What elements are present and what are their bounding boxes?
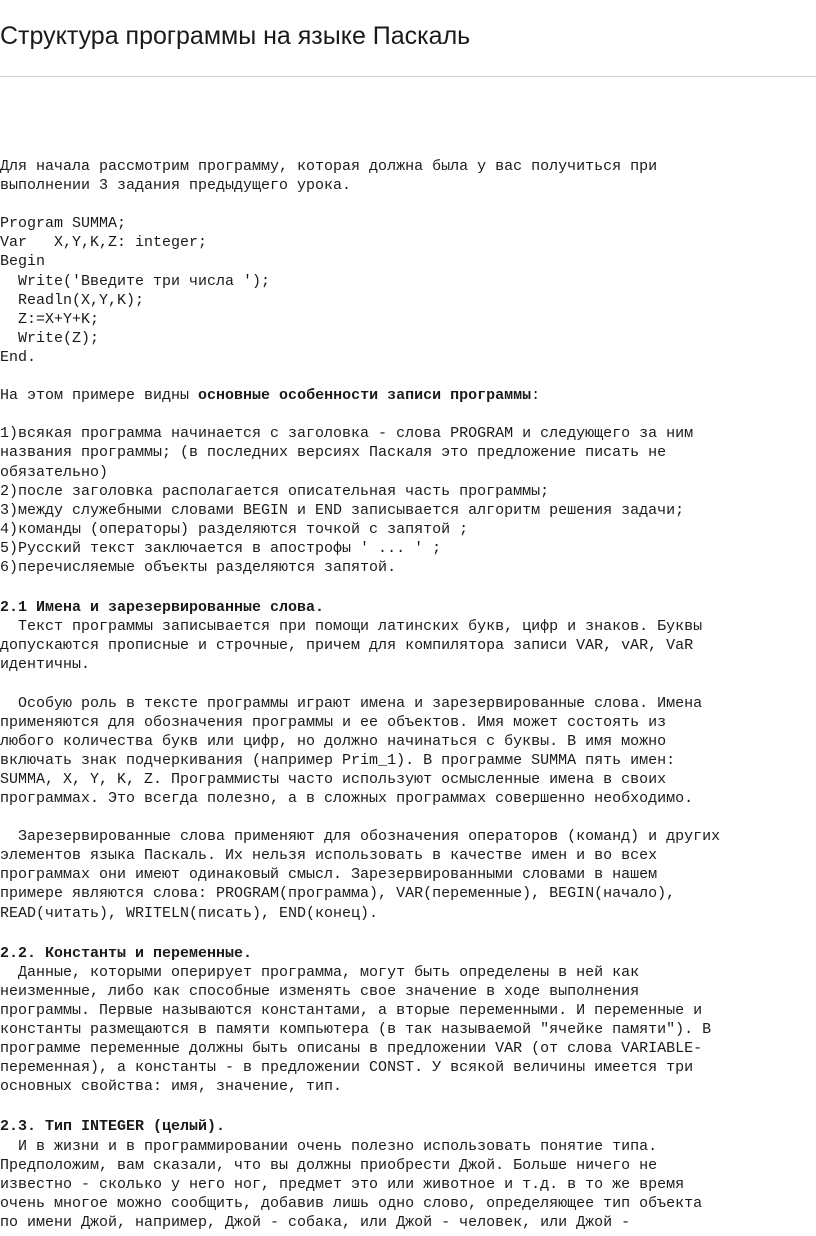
- features-intro-text: На этом примере видны: [0, 387, 199, 405]
- text-line: программы. Первые называются константами, а вторые переменными. И переменные и: [0, 1001, 703, 1019]
- text-line: константы размещаются в памяти компьютера (в так называемой "ячейке памяти"). В: [0, 1021, 712, 1039]
- code-line: Write('Введите три числа ');: [0, 272, 271, 290]
- text-line: переменная), а константы - в предложении CONST. У всякой величины имеется три: [0, 1059, 694, 1077]
- text-line: любого количества букв или цифр, но должно начинаться с буквы. В имя можно: [0, 732, 667, 750]
- text-line: включать знак подчеркивания (например Prim_1). В программе SUMMA пять имен:: [0, 751, 676, 769]
- text-line: программе переменные должны быть описаны в предложении VAR (от слова VARIABLE-: [0, 1040, 703, 1058]
- text-line: очень многое можно сообщить, добавив лишь одно слово, определяющее тип объекта: [0, 1194, 703, 1212]
- text-line: применяются для обозначения программы и ее объектов. Имя может состоять из: [0, 713, 667, 731]
- text-line: идентичны.: [0, 656, 91, 674]
- section-2-1-paragraph-1: [0, 617, 816, 674]
- text-line: допускаются прописные и строчные, причем для компилятора записи VAR, vAR, VaR: [0, 637, 694, 655]
- features-intro: [0, 386, 816, 405]
- text-line: Особую роль в тексте программы играют имена и зарезервированные слова. Имена: [0, 694, 703, 712]
- text-line: READ(читать), WRITELN(писать), END(конец).: [0, 904, 379, 922]
- text-line: программах они имеют одинаковый смысл. Зарезервированными словами в нашем: [0, 866, 658, 884]
- intro-paragraph: [0, 157, 816, 195]
- features-list: [0, 424, 816, 577]
- document-body: [0, 157, 816, 1232]
- text-line: выполнении 3 задания предыдущего урока.: [0, 177, 352, 195]
- text-line: Данные, которыми оперирует программа, могут быть определены в ней как: [0, 963, 640, 981]
- code-line: Z:=X+Y+K;: [0, 310, 100, 328]
- features-intro-colon: :: [531, 387, 541, 405]
- list-item: 1)всякая программа начинается с заголовка - слова PROGRAM и следующего за ним: [0, 425, 694, 443]
- code-line: Var X,Y,K,Z: integer;: [0, 234, 208, 252]
- code-line: End.: [0, 348, 37, 366]
- text-line: элементов языка Паскаль. Их нельзя использовать в качестве имен и во всех: [0, 847, 658, 865]
- section-2-1-paragraph-3: [0, 827, 816, 922]
- text-line: Зарезервированные слова применяют для обозначения операторов (команд) и других: [0, 828, 721, 846]
- code-line: Program SUMMA;: [0, 215, 127, 233]
- section-2-3-paragraph: [0, 1137, 816, 1232]
- text-line: SUMMA, X, Y, K, Z. Программисты часто используют осмысленные имена в своих: [0, 770, 667, 788]
- code-listing: [0, 214, 816, 367]
- list-item: 2)после заголовка располагается описательная часть программы;: [0, 482, 550, 500]
- list-item: 4)команды (операторы) разделяются точкой с запятой ;: [0, 520, 469, 538]
- title-divider: [0, 76, 816, 77]
- text-line: примере являются слова: PROGRAM(программа), VAR(переменные), BEGIN(начало),: [0, 885, 676, 903]
- section-heading-2-1: 2.1 Имена и зарезервированные слова.: [0, 599, 325, 617]
- list-item: 6)перечисляемые объекты разделяются запятой.: [0, 558, 397, 576]
- page-title: Структура программы на языке Паскаль: [0, 22, 471, 50]
- list-item: названия программы; (в последних версиях Паскаля это предложение писать не: [0, 444, 667, 462]
- text-line: И в жизни и в программировании очень полезно использовать понятие типа.: [0, 1137, 658, 1155]
- text-line: по имени Джой, например, Джой - собака, или Джой - человек, или Джой -: [0, 1213, 631, 1231]
- list-item: 5)Русский текст заключается в апострофы ' ... ' ;: [0, 539, 442, 557]
- section-heading-2-2: 2.2. Константы и переменные.: [0, 944, 253, 962]
- section-heading-2-3: 2.3. Тип INTEGER (целый).: [0, 1118, 226, 1136]
- text-line: программах. Это всегда полезно, а в сложных программах совершенно необходимо.: [0, 790, 694, 807]
- code-line: Readln(X,Y,K);: [0, 291, 145, 309]
- text-line: Предположим, вам сказали, что вы должны приобрести Джой. Больше ничего не: [0, 1156, 658, 1174]
- text-line: Для начала рассмотрим программу, которая должна была у вас получиться при: [0, 158, 658, 175]
- list-item: 3)между служебными словами BEGIN и END записывается алгоритм решения задачи;: [0, 501, 685, 519]
- code-line: Write(Z);: [0, 329, 100, 347]
- code-line: Begin: [0, 253, 46, 271]
- text-line: неизменные, либо как способные изменять свое значение в ходе выполнения: [0, 982, 640, 1000]
- section-2-1-paragraph-2: [0, 694, 816, 809]
- section-2-2-paragraph: [0, 963, 816, 1097]
- features-intro-bold: основные особенности записи программы: [198, 387, 532, 405]
- text-line: известно - сколько у него ног, предмет это или животное и т.д. в то же время: [0, 1175, 685, 1193]
- list-item: обязательно): [0, 463, 109, 481]
- text-line: Текст программы записывается при помощи латинских букв, цифр и знаков. Буквы: [0, 618, 703, 636]
- text-line: основных свойства: имя, значение, тип.: [0, 1078, 343, 1096]
